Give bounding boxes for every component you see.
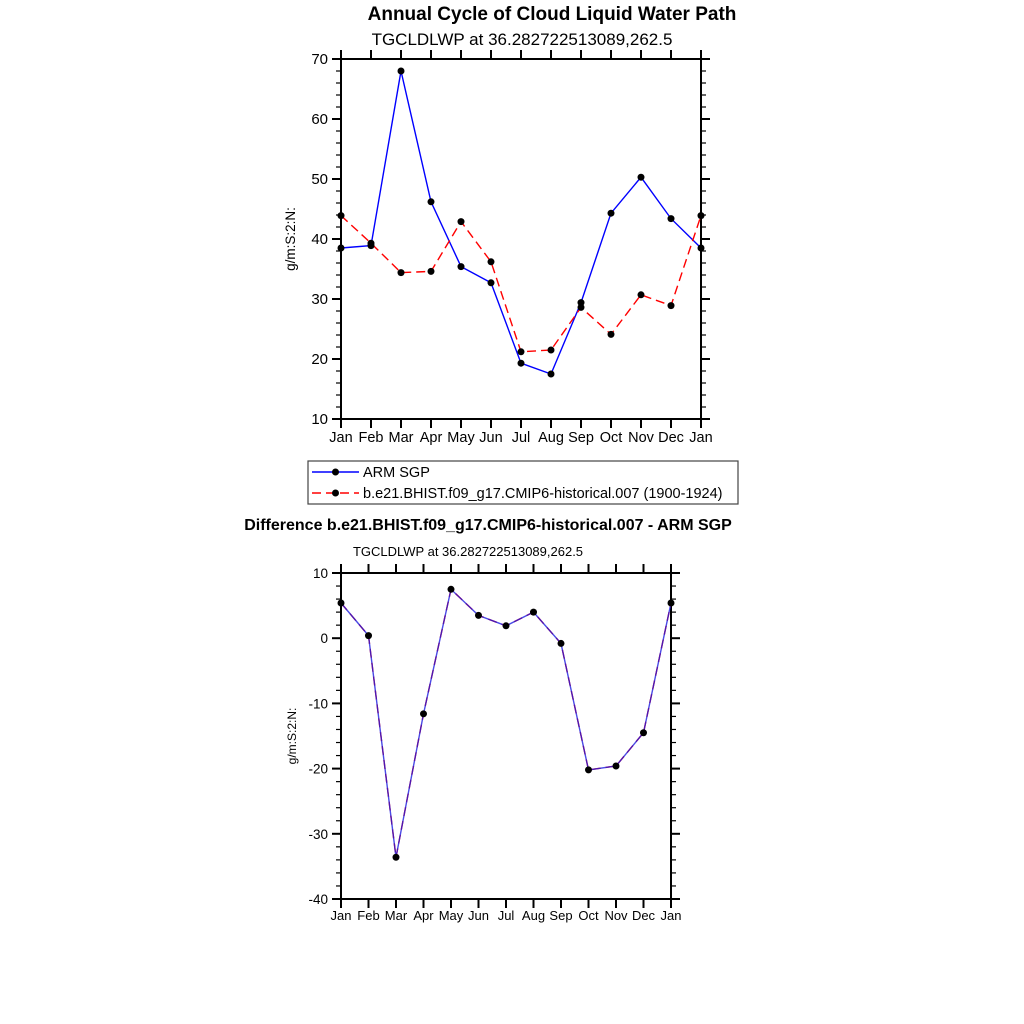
data-point-marker xyxy=(518,348,525,355)
x-tick-label: Sep xyxy=(568,430,594,446)
x-tick-label: Apr xyxy=(413,908,434,923)
data-point-marker xyxy=(668,215,675,222)
legend-label-1: b.e21.BHIST.f09_g17.CMIP6-historical.007 (1900-1924) xyxy=(363,486,723,502)
data-point-marker xyxy=(428,198,435,205)
y-tick-label: 10 xyxy=(311,411,328,428)
data-point-marker xyxy=(585,766,592,773)
x-tick-label: Feb xyxy=(357,908,380,923)
x-tick-label: Jul xyxy=(511,430,531,446)
data-point-marker xyxy=(488,258,495,265)
x-tick-label: Mar xyxy=(384,908,408,923)
y-tick-label: 60 xyxy=(311,111,328,128)
data-point-marker xyxy=(578,304,585,311)
top-chart-title: Annual Cycle of Cloud Liquid Water Path xyxy=(367,4,737,25)
data-point-marker xyxy=(488,279,495,286)
x-tick-label: Jan xyxy=(660,908,682,923)
data-point-marker xyxy=(548,347,555,354)
data-point-marker xyxy=(393,854,400,861)
x-tick-label: Jan xyxy=(689,430,713,446)
y-tick-label: -10 xyxy=(308,696,328,712)
data-point-marker xyxy=(613,762,620,769)
data-point-marker xyxy=(608,331,615,338)
data-point-marker xyxy=(398,68,405,75)
legend-marker xyxy=(332,469,339,476)
y-tick-label: 10 xyxy=(312,566,328,581)
difference-chart-title: Difference b.e21.BHIST.f09_g17.CMIP6-historical.007 - ARM SGP xyxy=(244,517,732,534)
legend-label-0: ARM SGP xyxy=(363,465,430,481)
data-point-marker xyxy=(365,632,372,639)
data-point-marker xyxy=(518,360,525,367)
difference-chart xyxy=(285,564,681,923)
x-tick-label: Jun xyxy=(468,908,489,923)
data-point-marker xyxy=(698,212,705,219)
y-tick-label: 0 xyxy=(320,631,328,647)
x-tick-label: Apr xyxy=(419,430,443,446)
y-tick-label: 50 xyxy=(311,171,328,188)
data-point-marker xyxy=(448,586,455,593)
x-tick-label: Jun xyxy=(479,430,503,446)
data-point-marker xyxy=(458,263,465,270)
x-tick-label: Jul xyxy=(497,908,515,923)
legend xyxy=(308,461,738,504)
data-point-marker xyxy=(398,269,405,276)
top-chart xyxy=(283,50,738,504)
x-tick-label: May xyxy=(438,908,464,923)
data-point-marker xyxy=(640,729,647,736)
y-tick-label: -30 xyxy=(308,826,328,842)
series-line-1 xyxy=(341,216,701,352)
data-point-marker xyxy=(338,245,345,252)
top-chart-subtitle: TGCLDLWP at 36.282722513089,262.5 xyxy=(371,30,673,49)
series-line-0 xyxy=(341,71,701,374)
y-axis-title: g/m:S:2:N: xyxy=(285,707,299,765)
data-point-marker xyxy=(503,622,510,629)
y-tick-label: 30 xyxy=(311,291,328,308)
legend-marker xyxy=(332,490,339,497)
y-tick-label: 20 xyxy=(311,351,328,368)
data-point-marker xyxy=(638,174,645,181)
data-point-marker xyxy=(558,640,565,647)
y-tick-label: 70 xyxy=(311,51,328,68)
data-point-marker xyxy=(548,371,555,378)
x-tick-label: Jan xyxy=(329,430,353,446)
x-tick-label: Jan xyxy=(330,908,352,923)
data-point-marker xyxy=(420,710,427,717)
data-point-marker xyxy=(368,240,375,247)
x-tick-label: May xyxy=(447,430,475,446)
data-point-marker xyxy=(428,268,435,275)
data-point-marker xyxy=(530,609,537,616)
y-tick-label: 40 xyxy=(311,231,328,248)
data-point-marker xyxy=(475,612,482,619)
y-tick-label: -40 xyxy=(308,892,328,907)
x-tick-label: Aug xyxy=(521,908,546,923)
plot-frame xyxy=(341,573,671,899)
data-point-marker xyxy=(638,291,645,298)
x-tick-label: Feb xyxy=(358,430,384,446)
data-point-marker xyxy=(668,302,675,309)
x-tick-label: Nov xyxy=(628,430,654,446)
data-point-marker xyxy=(338,599,345,606)
x-tick-label: Sep xyxy=(549,908,573,923)
data-point-marker xyxy=(458,218,465,225)
difference-line xyxy=(341,589,671,857)
y-tick-label: -20 xyxy=(308,761,328,777)
x-tick-label: Dec xyxy=(631,908,656,923)
data-point-marker xyxy=(698,245,705,252)
x-tick-label: Nov xyxy=(604,908,628,923)
data-point-marker xyxy=(338,212,345,219)
data-point-marker xyxy=(608,210,615,217)
difference-chart-subtitle: TGCLDLWP at 36.282722513089,262.5 xyxy=(352,544,584,559)
x-tick-label: Aug xyxy=(538,430,564,446)
x-tick-label: Oct xyxy=(578,908,599,923)
data-point-marker xyxy=(668,599,675,606)
y-axis-title: g/m:S:2:N: xyxy=(283,207,298,271)
x-tick-label: Oct xyxy=(599,430,623,446)
x-tick-label: Dec xyxy=(658,430,684,446)
x-tick-label: Mar xyxy=(388,430,414,446)
